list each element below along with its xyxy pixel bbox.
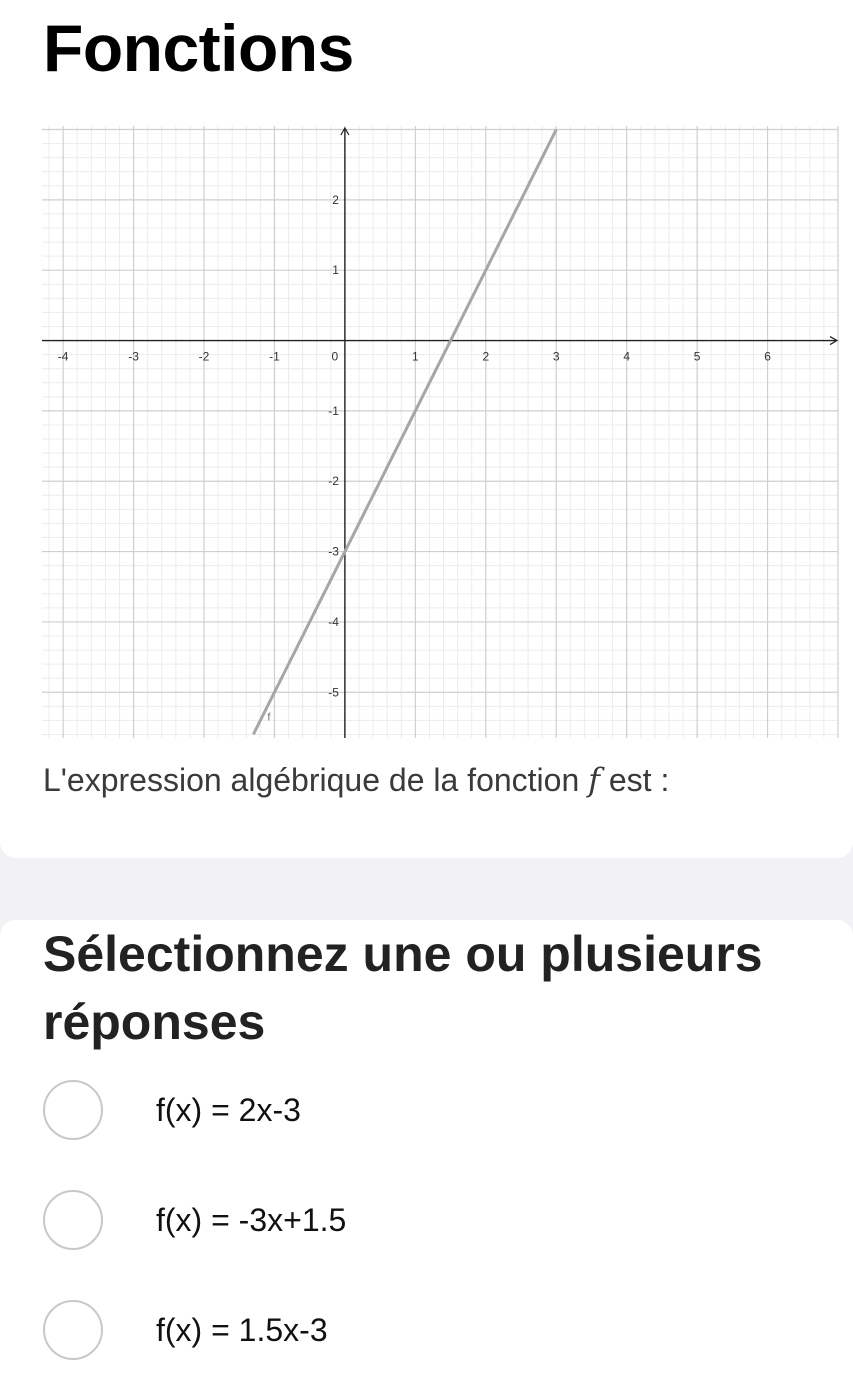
answer-option[interactable] [43,1077,833,1143]
radio-button[interactable] [43,1080,103,1140]
question-prompt [43,758,669,802]
answer-label[interactable]: f(x) = 1.5x-3 [156,1311,328,1348]
x-tick-label: 1 [412,349,419,364]
function-line [253,130,556,735]
answers-instruction: Sélectionnez une ou plusieurs réponses [43,926,763,1050]
answer-option[interactable] [43,1187,833,1253]
x-tick-label: -4 [57,349,69,364]
prompt-text-before: L'expression algébrique de la fonction [43,762,589,798]
y-tick-label: -1 [328,403,339,418]
x-tick-label: 2 [482,349,490,364]
answer-option[interactable] [43,1297,833,1363]
prompt-text-after: est : [599,762,670,798]
x-tick-label: -3 [128,349,139,364]
function-symbol: f [588,761,600,799]
y-tick-label: -5 [328,685,339,700]
answer-label[interactable]: f(x) = 2x-3 [156,1091,301,1128]
x-tick-label: 0 [331,349,339,364]
radio-button[interactable] [43,1190,103,1250]
y-tick-label: -2 [328,474,339,489]
answer-label[interactable]: f(x) = -3x+1.5 [156,1201,347,1238]
y-tick-label: -3 [328,544,339,559]
x-tick-label: 6 [764,349,771,364]
function-graph [42,126,842,742]
x-tick-label: 4 [623,349,631,364]
x-tick-label: 3 [552,349,560,364]
x-tick-label: -1 [269,349,280,364]
x-tick-label: 5 [693,349,701,364]
series-label: f [267,711,271,724]
y-tick-label: -4 [328,614,339,629]
page-title: Fonctions [43,11,354,85]
y-tick-label: 1 [332,263,339,278]
y-tick-label: 2 [332,192,339,207]
radio-button[interactable] [43,1300,103,1360]
x-tick-label: -2 [198,349,210,364]
graph-svg [42,126,842,742]
